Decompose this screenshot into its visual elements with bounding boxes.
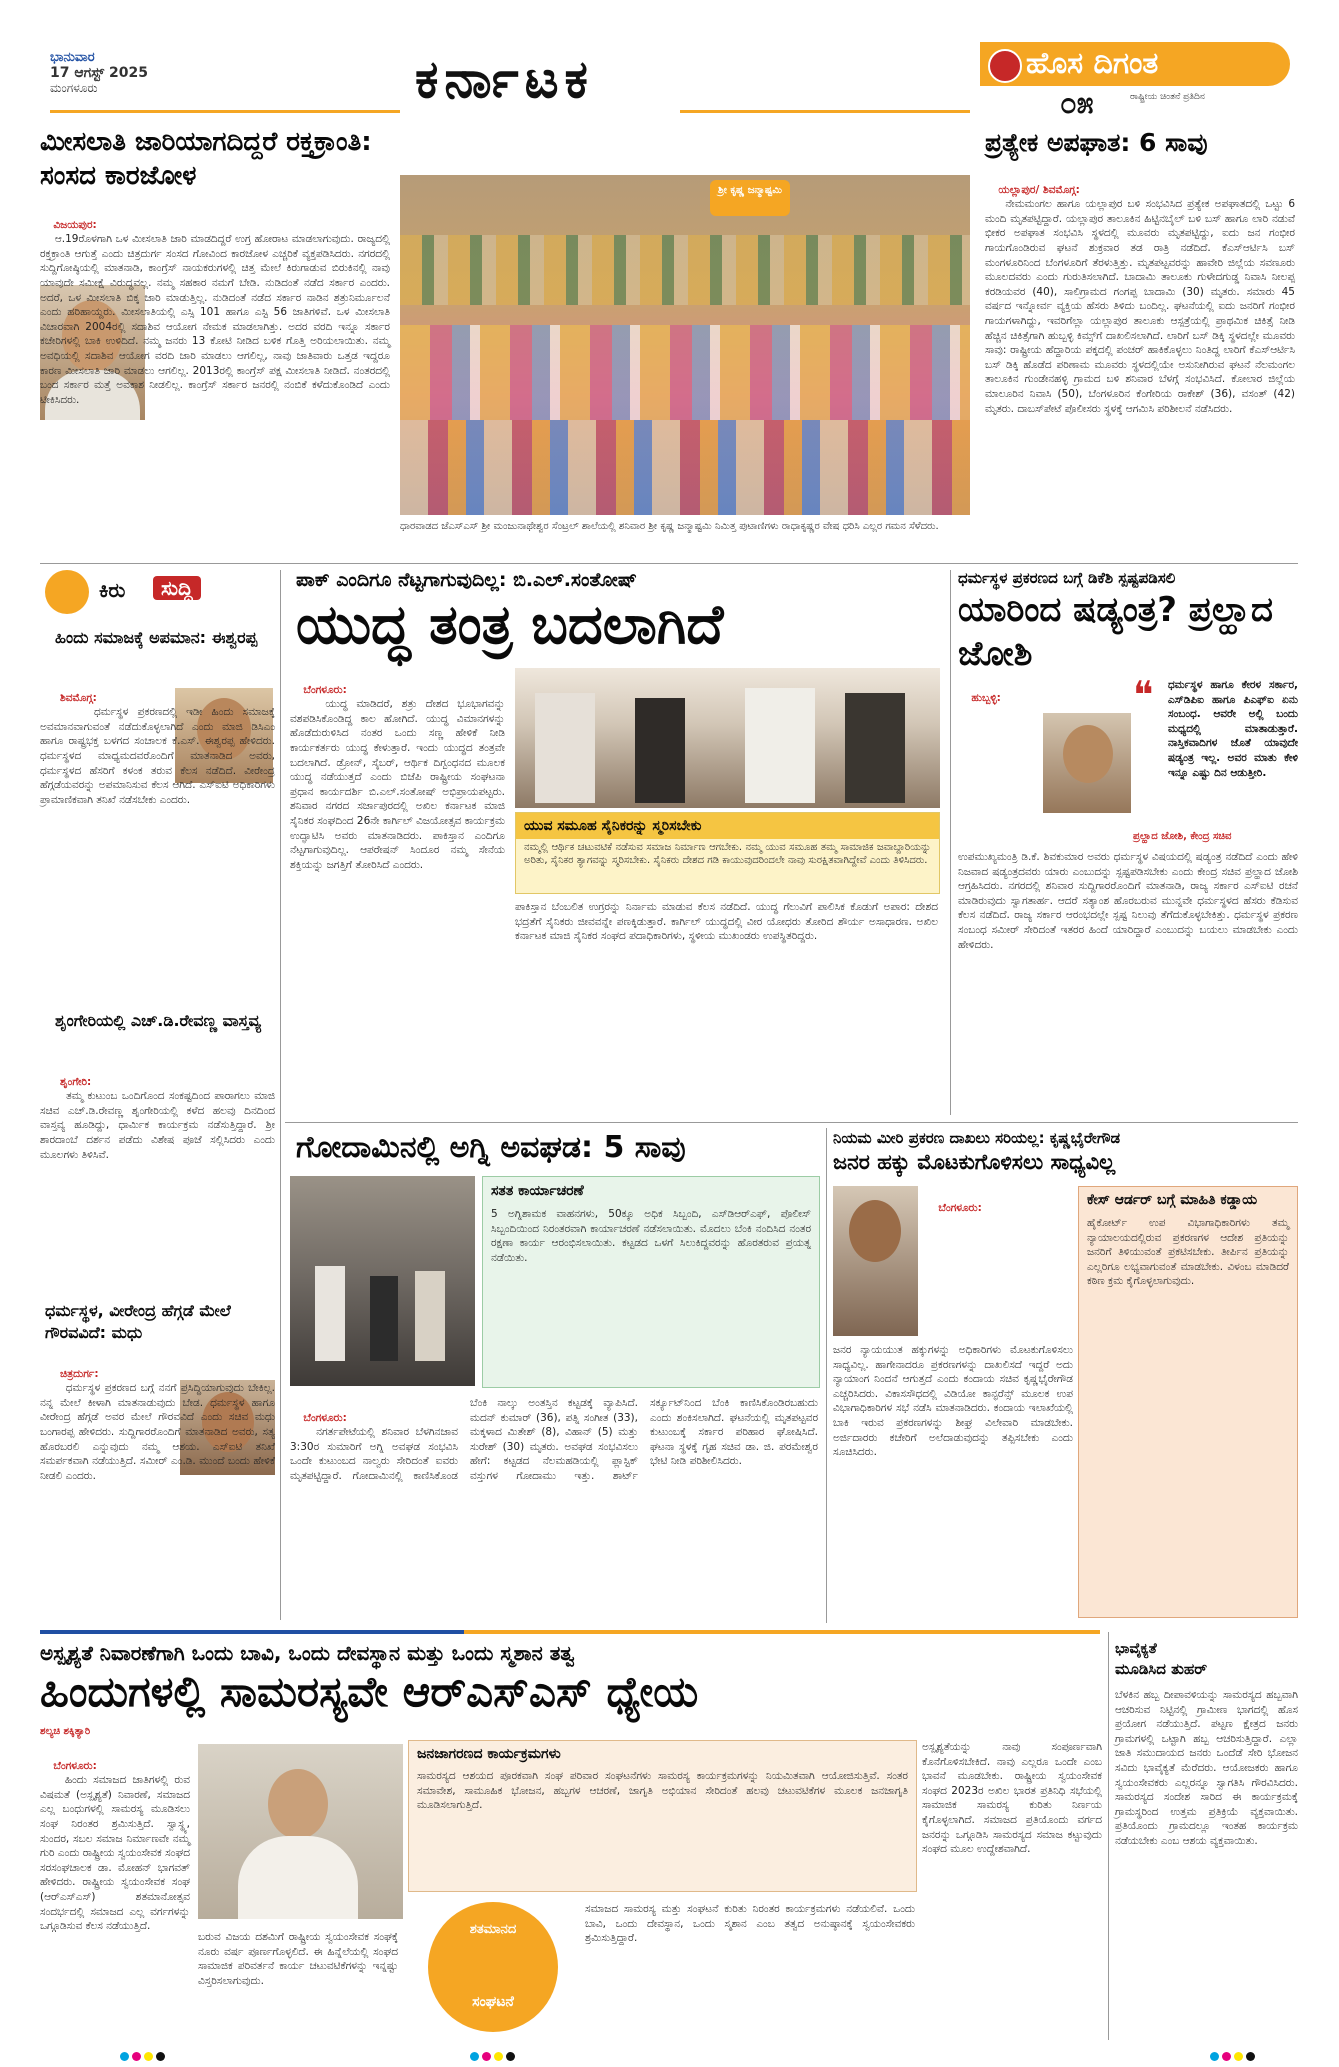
reg-dot <box>132 2052 141 2061</box>
reg-dot <box>482 2052 491 2061</box>
reg-dot <box>506 2052 515 2061</box>
divider-row-1 <box>40 563 1298 564</box>
article-headline: ಮೀಸಲಾತಿ ಜಾರಿಯಾಗದಿದ್ದರೆ ರಕ್ತಕ್ರಾಂತಿ: ಸಂಸದ ಕಾರಜೋಳ <box>40 127 372 191</box>
quote-icon: ❝ <box>1133 673 1154 717</box>
article-headline: ಮೂಡಿಸಿದ ತುಹರ್ <box>1115 1660 1208 1678</box>
portrait-joshi <box>1043 713 1131 813</box>
seal-top: ಶತಮಾನದ <box>469 1922 517 1937</box>
photo-caption: ಧಾರವಾಡದ ಜೆಎಸ್ಎಸ್ ಶ್ರೀ ಮಂಜುನಾಥೇಶ್ವರ ಸೆಂಟ್ರಲ್ ಶಾಲೆಯಲ್ಲಿ ಶನಿವಾರ ಶ್ರೀ ಕೃಷ್ಣ ಜನ್ಮಾಷ್ಟಮಿ ನಿಮಿತ್ತ ಪುಟಾಣಿಗಳು ರಾಧಾಕೃಷ್ಣರ ವೇಷ ಧರಿಸಿ ಎಲ್ಲರ ಗಮನ ಸೆಳೆದರು. <box>400 521 939 532</box>
article-body-3: ಸಮಾಜದ ಸಾಮರಸ್ಯ ಮತ್ತು ಸಂಘಟನೆ ಕುರಿತು ನಿರಂತರ ಕಾರ್ಯಕ್ರಮಗಳು ನಡೆಯಲಿವೆ. ಒಂದು ಬಾವಿ, ಒಂದು ದೇವಸ್ಥಾನ, ಒಂದು ಸ್ಮಶಾನ ಎಂಬ ತತ್ವದ ಅನುಷ್ಠಾನಕ್ಕೆ ಸ್ವಯಂಸೇವಕರು ಶ್ರಮಿಸುತ್ತಿದ್ದಾರೆ. <box>585 1903 919 1945</box>
divider-col-2 <box>950 570 951 1115</box>
reg-dot <box>1234 2052 1243 2061</box>
reg-dot <box>156 2052 165 2061</box>
article-fire <box>290 1128 820 1623</box>
article-body: ಬೆಳಕಿನ ಹಬ್ಬ ದೀಪಾವಳಿಯನ್ನು ಸಾಮರಸ್ಯದ ಹಬ್ಬವಾಗಿ ಆಚರಿಸುವ ನಿಟ್ಟಿನಲ್ಲಿ ಗ್ರಾಮೀಣ ಭಾಗದಲ್ಲಿ ಹೊಸ ಪ್ರಯೋಗ ನಡೆಯುತ್ತಿದೆ. ಪಟ್ಟಣ ಕ್ಷೇತ್ರದ ಜನರು ಗ್ರಾಮಗಳಲ್ಲಿ ಒಟ್ಟಾಗಿ ಹಬ್ಬ ಆಚರಿಸುತ್ತಿದ್ದಾರೆ. ಎಲ್ಲಾ ಜಾತಿ ಸಮುದಾಯದ ಜನರು ಒಂದೆಡೆ ಸೇರಿ ಭೋಜನ ಸವಿದು ಭಾವೈಕ್ಯತೆ ಮೆರೆದರು. ಆಯೋಜಕರು ಹಾಗೂ ಸ್ವಯಂಸೇವಕರು ಎಲ್ಲರನ್ನೂ ಸ್ವಾಗತಿಸಿ ಗೌರವಿಸಿದರು. ಸಾಮರಸ್ಯದ ಸಂದೇಶ ಸಾರಿದ ಈ ಕಾರ್ಯಕ್ರಮಕ್ಕೆ ಗ್ರಾಮಸ್ಥರಿಂದ ಉತ್ತಮ ಪ್ರತಿಕ್ರಿಯೆ ವ್ಯಕ್ತವಾಯಿತು. ಪ್ರತಿಯೊಂದು ಗ್ರಾಮದಲ್ಲೂ ಇಂತಹ ಕಾರ್ಯಕ್ರಮ ನಡೆಯಬೇಕು ಎಂಬ ಆಶಯ ವ್ಯಕ್ತವಾಯಿತು. <box>1115 1689 1302 1847</box>
dateline: ಹುಬ್ಬಳ್ಳಿ: <box>971 691 1001 704</box>
article-headline: ಯುದ್ಧ ತಂತ್ರ ಬದಲಾಗಿದೆ <box>296 593 724 656</box>
article-headline: ಪ್ರತ್ಯೇಕ ಅಪಘಾತ: 6 ಸಾವು <box>985 128 1208 157</box>
krishna-badge <box>710 180 790 216</box>
dateline: ಬೆಂಗಳೂರು: <box>303 1411 347 1424</box>
reg-dot <box>144 2052 153 2061</box>
reg-dot <box>1210 2052 1219 2061</box>
article-body-text: ಜನರ ನ್ಯಾಯಯುತ ಹಕ್ಕುಗಳನ್ನು ಅಧಿಕಾರಿಗಳು ಮೊಟಕುಗೊಳಿಸಲು ಸಾಧ್ಯವಿಲ್ಲ. ಹಾಗೇನಾದರೂ ಪ್ರಕರಣಗಳನ್ನು ದಾಖಲಿಸದೆ ಇದ್ದರೆ ಅದು ನ್ಯಾಯಾಂಗ ನಿಂದನೆ ಆಗುತ್ತದೆ ಎಂದು ಕಂದಾಯ ಸಚಿವ ಕೃಷ್ಣಭೈರೇಗೌಡ ಎಚ್ಚರಿಸಿದರು. ವಿಕಾಸಸೌಧದಲ್ಲಿ ವಿಡಿಯೋ ಕಾನ್ಫರೆನ್ಸ್ ಮೂಲಕ ಉಪ ವಿಭಾಗಾಧಿಕಾರಿಗಳ ಸಭೆ ನಡೆಸಿ ಮಾತನಾಡಿದರು. ಕಂದಾಯ ಇಲಾಖೆಯಲ್ಲಿ ಬಾಕಿ ಇರುವ ಪ್ರಕರಣಗಳನ್ನು ಶೀಘ್ರ ವಿಲೇವಾರಿ ಮಾಡಬೇಕು. ಅರ್ಜಿದಾರರು ಕಚೇರಿಗೆ ಅಲೆದಾಡುವುದನ್ನು ತಪ್ಪಿಸಬೇಕು ಎಂದು ಸೂಚಿಸಿದರು. <box>833 1344 1077 1459</box>
awareness-box-title: ಜನಜಾಗರಣದ ಕಾರ್ಯಕ್ರಮಗಳು <box>417 1746 561 1762</box>
registration-marks-left <box>120 2046 168 2065</box>
body-text: ಧರ್ಮಸ್ಥಳ ಪ್ರಕರಣದಲ್ಲಿ ಇಡೀ ಹಿಂದು ಸಮಾಜಕ್ಕೆ ಅವಮಾನವಾಗುವಂತೆ ನಡೆದುಕೊಳ್ಳಲಾಗಿದೆ ಎಂದು ಮಾಜಿ ಡಿಸಿಎಂ ಹಾಗೂ ರಾಷ್ಟ್ರಭಕ್ತ ಬಳಗದ ಸಂಚಾಲಕ ಕೆ.ಎಸ್. ಈಶ್ವರಪ್ಪ ಹೇಳಿದರು. ಧರ್ಮಸ್ಥಳದ ಮಾಧ್ಯಮದವರೊಂದಿಗೆ ಮಾತನಾಡಿದ ಅವರು, ಧರ್ಮಸ್ಥಳದ ಹೆಸರಿಗೆ ಕಳಂಕ ತರುವ ಕೆಲಸ ನಡೆದಿದೆ. ವೀರೇಂದ್ರ ಹೆಗ್ಗಡೆಯವರನ್ನು ಅಪಮಾನಿಸುವ ಕೆಲಸ ಆಗಿದೆ. ಎಸ್ಐಟಿ ಅಧಿಕಾರಿಗಳು ಪ್ರಾಮಾಣಿಕವಾಗಿ ತನಿಖೆ ನಡೆಸಬೇಕು ಎಂದರು. <box>40 706 279 806</box>
article-body-4: ಅಸ್ಪೃಶ್ಯತೆಯನ್ನು ನಾವು ಸಂಪೂರ್ಣವಾಗಿ ಕೊನೆಗೊಳಿಸಬೇಕಿದೆ. ನಾವು ಎಲ್ಲರೂ ಒಂದೇ ಎಂಬ ಭಾವನೆ ಮೂಡಬೇಕು. ರಾಷ್ಟ್ರೀಯ ಸ್ವಯಂಸೇವಕ ಸಂಘದ 2023ರ ಅಖಿಲ ಭಾರತ ಪ್ರತಿನಿಧಿ ಸಭೆಯಲ್ಲಿ ಸಾಮಾಜಿಕ ಸಾಮರಸ್ಯ ಕುರಿತು ನಿರ್ಣಯ ಕೈಗೊಳ್ಳಲಾಗಿದೆ. ಸಮಾಜದ ಪ್ರತಿಯೊಂದು ವರ್ಗದ ಜನರನ್ನು ಒಗ್ಗೂಡಿಸಿ ಸಾಮರಸ್ಯದ ಸಮಾಜ ಕಟ್ಟುವುದು ಸಂಘದ ಮೂಲ ಉದ್ದೇಶವಾಗಿದೆ. <box>922 1741 1106 1856</box>
fire-box-title: ಸತತ ಕಾರ್ಯಾಚರಣೆ <box>491 1183 584 1199</box>
article-kicker: ಭಾವೈಕ್ಯತೆ <box>1115 1641 1157 1657</box>
centenary-seal <box>408 1902 578 2040</box>
portrait-byregowda <box>833 1186 918 1336</box>
fire-box <box>482 1176 820 1388</box>
byline: ಶಲ್ಯಚಿ ಶಕ್ಕಿತ್ಯಾರಿ <box>40 1726 91 1737</box>
divider-row-3 <box>40 1630 1100 1634</box>
article-body <box>290 668 509 1118</box>
article-body <box>925 1186 1073 1336</box>
divider-col-1 <box>280 570 281 1620</box>
dateline: ವಿಜಯಪುರ: <box>53 218 97 231</box>
divider-col-3 <box>826 1128 827 1623</box>
kiru-item <box>40 628 279 998</box>
body-text: ಆ.19ರೊಳಗಾಗಿ ಒಳ ಮೀಸಲಾತಿ ಜಾರಿ ಮಾಡದಿದ್ದರೆ ಉಗ್ರ ಹೋರಾಟ ಮಾಡಲಾಗುವುದು. ರಾಜ್ಯದಲ್ಲಿ ರಕ್ತಕ್ರಾಂತಿ ಆಗುತ್ತೆ ಎಂದು ಚಿತ್ರದುರ್ಗ ಸಂಸದ ಗೋವಿಂದ ಕಾರಜೋಳ ಎಚ್ಚರಿಕೆ ವ್ಯಕ್ತಪಡಿಸಿದರು. ನಗರದಲ್ಲಿ ಸುದ್ದಿಗೋಷ್ಠಿಯಲ್ಲಿ ಮಾತನಾಡಿ, ಕಾಂಗ್ರೆಸ್ ನಾಯಕರುಗಳಲ್ಲಿ ಚಿತ್ತ ಮೇಲೆ ಕಿರುಗಾಡುವ ಬಿರುಕಿನಲ್ಲಿ ನಾವು ಯಾವುದೇ ಸಮೀಕ್ಷೆ ವಿರುದ್ಧವಲ್ಲ. ನಮ್ಮ ಸಹಕಾರ ನಮಗೆ ಬೇಡಿ. ನುಡಿದಂತೆ ನಡೆದ ಸರ್ಕಾರ ಎಂದರು. ಅದರೆ, ಒಳ ಮೀಸಲಾತಿ ಬಿಕ್ಕ ಜಾರಿ ಮಾಡುತ್ತಿಲ್ಲ. ನುಡಿದಂತೆ ನಡೆದ ಸರ್ಕಾರ ನಾಡಿನ ಶತ್ರುನಿರ್ಮೂಲನೆ ಎಂದು ಹರಿಹಾಯ್ದರು. ಮೀಸಲಾತಿಯಲ್ಲಿ ಎಸ್ಸಿ 101 ಹಾಗೂ ಎಸ್ಟಿ 56 ಜಾತಿಗಳಿವೆ. ಒಳ ಮೀಸಲಾತಿ ವಿಚಾರವಾಗಿ 2004ರಲ್ಲಿ ಸದಾಶಿವ ಆಯೋಗ ನೇಮಕ ಮಾಡಲಾಗಿತ್ತು. ಅದರ ವರದಿ ಇನ್ನೂ ಸರ್ಕಾರ ಕಚೇರಿಗಳಲ್ಲಿ ಬಾಕಿ ಉಳಿದಿದೆ. ನಮ್ಮ ಜನರು 13 ಕೋಟಿ ನೀಡಿದ ಬಳಿಕ ಗೊತ್ತಿ ಅರಿಯಲಾಯಿತು. ನಮ್ಮ ಅವಧಿಯಲ್ಲಿ ಸದಾಶಿವ ಆಯೋಗ ವರದಿ ಜಾರಿ ಮಾಡಲು ಆಗಲಿಲ್ಲ, ನಾವು ಜಾತಿವಾರು ಒತ್ತಡ ಇದ್ದರೂ ಕಾರಣ ಮೀಸಲಾತಿ ಜಾರಿ ಮಾಡಲು ಆಗಲಿಲ್ಲ. 2013ರಲ್ಲಿ ಕಾಂಗ್ರೆಸ್ ಪಕ್ಷ ಮೀಸಲಾತಿ ನೀಡಿದೆ. ನಂತರದಲ್ಲಿ ಬಂದ ಸರ್ಕಾರ ಮತ್ತೆ ಅವಕಾಶ ನೀಡಲಿಲ್ಲ. ಕಾಂಗ್ರೆಸ್ ಸರ್ಕಾರ ಜನರಲ್ಲಿ ನಂಬಿಕೆ ಕಳೆದುಕೊಂಡಿದೆ ಎಂದು ಟೀಕಿಸಿದರು. <box>40 233 394 406</box>
youth-box <box>515 812 940 894</box>
dateline: ಬೆಂಗಳೂರು: <box>938 1201 982 1214</box>
kiru-suddi-logo <box>45 570 245 614</box>
city-label: ಮಂಗಳೂರು <box>50 81 98 95</box>
article-body <box>40 203 394 553</box>
case-order-box-body: ಹೈಕೋರ್ಟ್ ಉಪ ವಿಭಾಗಾಧಿಕಾರಿಗಳು ತಮ್ಮ ನ್ಯಾಯಾಲಯದಲ್ಲಿರುವ ಪ್ರಕರಣಗಳ ಆದೇಶ ಪ್ರತಿಯನ್ನು ಜನರಿಗೆ ತಿಳಿಯುವಂತೆ ಪ್ರಕಟಿಸಬೇಕು. ತೀರ್ಪಿನ ಪ್ರತಿಯನ್ನು ಎಲ್ಲರಿಗೂ ಲಭ್ಯವಾಗುವಂತೆ ಮಾಡಬೇಕು. ವಿಳಂಬ ಮಾಡಿದರೆ ಕಠಿಣ ಕ್ರಮ ಕೈಗೊಳ್ಳಲಾಗುವುದು. <box>1087 1217 1293 1288</box>
pull-quote: ಧರ್ಮಸ್ಥಳ ಹಾಗೂ ಕೇರಳ ಸರ್ಕಾರ, ಎಸ್‌ಡಿಪಿಐ ಹಾಗೂ ಪಿಎಫ್‌ಐ ಏನು ಸಂಬಂಧ. ಆವರೇ ಅಲ್ಲಿ ಬಂದು ಮಧ್ಯದಲ್ಲಿ ಮಾತಾಡುತ್ತಾರೆ. ನಾಸ್ತಿಕವಾದಿಗಳ ಜೊತೆ ಯಾವುದೇ ಷಡ್ಯಂತ್ರ ಇಲ್ಲ. ಅವರ ಮಾತು ಕೇಳಿ ಇನ್ನೂ ಎಷ್ಟು ದಿನ ಆಡುತ್ತೀರಿ. <box>1168 679 1302 779</box>
article-headline: ಜನರ ಹಕ್ಕು ಮೊಟಕುಗೊಳಿಸಲು ಸಾಧ್ಯವಿಲ್ಲ <box>833 1150 1116 1174</box>
case-order-box <box>1078 1186 1298 1618</box>
article-body <box>985 168 1299 558</box>
reg-dot <box>1246 2052 1255 2061</box>
kiru-item-title: ಶೃಂಗೇರಿಯಲ್ಲಿ ಎಚ್.ಡಿ.ರೇವಣ್ಣ ವಾಸ್ತವ್ಯ <box>55 1011 261 1030</box>
divider-col-4 <box>1108 1632 1109 2040</box>
article-body-text: ಉಪಮುಖ್ಯಮಂತ್ರಿ ಡಿ.ಕೆ. ಶಿವಕುಮಾರ ಅವರು ಧರ್ಮಸ್ಥಳ ವಿಷಯದಲ್ಲಿ ಷಡ್ಯಂತ್ರ ನಡೆದಿದೆ ಎಂದು ಹೇಳಿ ನಿಜವಾದ ಷಡ್ಯಂತ್ರದವರು ಯಾರು ಎಂಬುದನ್ನು ಸ್ಪಷ್ಟಪಡಿಸಬೇಕು ಎಂದು ಕೇಂದ್ರ ಸಚಿವ ಪ್ರಲ್ಹಾದ ಜೋಶಿ ಆಗ್ರಹಿಸಿದರು. ನಗರದಲ್ಲಿ ಶನಿವಾರ ಸುದ್ದಿಗಾರರೊಂದಿಗೆ ಮಾತನಾಡಿ, ರಾಜ್ಯ ಸರ್ಕಾರ ಎಸ್ಐಟಿ ರಚನೆ ಮಾಡಿರುವುದು ಸ್ವಾಗತಾರ್ಹ. ಆದರೆ ಸತ್ಯಾಂಶ ಹೊರಬರುವ ಮುನ್ನವೇ ಧರ್ಮಸ್ಥಳದ ಹೆಸರು ಕೆಡಿಸುವ ಕೆಲಸ ನಡೆದಿದೆ. ರಾಜ್ಯ ಸರ್ಕಾರ ಆರಂಭದಲ್ಲೇ ಸ್ಪಷ್ಟ ನಿಲುವು ತೆಗೆದುಕೊಳ್ಳಬೇಕಿತ್ತು. ಧರ್ಮಸ್ಥಳ ಪ್ರಕರಣ ಸಂಬಂಧ ಸಮೀರ್ ಸೇರಿದಂತೆ ಇತರರ ಹಿಂದೆ ಯಾರಿದ್ದಾರೆ ಎಂಬುದನ್ನು ಬಯಲು ಮಾಡಬೇಕು ಎಂದು ಹೇಳಿದರು. <box>958 851 1302 951</box>
article-body-2: ಬರುವ ವಿಜಯ ದಶಮಿಗೆ ರಾಷ್ಟ್ರೀಯ ಸ್ವಯಂಸೇವಕ ಸಂಘಕ್ಕೆ ನೂರು ವರ್ಷ ಪೂರ್ಣಗೊಳ್ಳಲಿದೆ. ಈ ಹಿನ್ನೆಲೆಯಲ್ಲಿ ಸಂಘದ ಸಾಮಾಜಿಕ ಪರಿವರ್ತನೆ ಕಾರ್ಯ ಚಟುವಟಿಕೆಗಳನ್ನು ಇನ್ನಷ್ಟು ವಿಸ್ತರಿಸಲಾಗುವುದು. <box>198 1931 402 1987</box>
kiru-item-title: ಧರ್ಮಸ್ಥಳ, ವೀರೇಂದ್ರ ಹೆಗ್ಗಡೆ ಮೇಲೆ ಗೌರವವಿದೆ: ಮಧು <box>45 1301 231 1342</box>
dateline: ಯಲ್ಲಾಪುರ/ ಶಿವಮೊಗ್ಗ: <box>998 183 1080 196</box>
article-rss <box>40 1640 1105 2040</box>
body-text: ಧರ್ಮಸ್ಥಳ ಪ್ರಕರಣದ ಬಗ್ಗೆ ನನಗೆ ಪ್ರಸಿದ್ಧಿಯಾಗುವುದು ಬೇಕಿಲ್ಲ. ನನ್ನ ಮೇಲೆ ಕೀಳಾಗಿ ಮಾತನಾಡುವುದು ಬೇಡ. ಧರ್ಮಸ್ಥಳ ಹಾಗೂ ವೀರೇಂದ್ರ ಹೆಗ್ಗಡೆ ಅವರ ಮೇಲೆ ಗೌರವವಿದೆ ಎಂದು ಸಚಿವ ಮಧು ಬಂಗಾರಪ್ಪ ಹೇಳಿದರು. ಸುದ್ದಿಗಾರರೊಂದಿಗೆ ಮಾತನಾಡಿದ ಅವರು, ಸತ್ಯ ಹೊರಬರಲಿ ಎನ್ನುವುದು ನಮ್ಮ ಆಶಯ. ಎಸ್ಐಟಿ ತನಿಖೆ ಸಮರ್ಪಕವಾಗಿ ನಡೆಯುತ್ತಿದೆ. ಸಮೀರ್ ಎಂ.ಡಿ. ಮುಂದೆ ಬಂದು ಹೇಳಿಕೆ ನೀಡಲಿ ಎಂದರು. <box>40 1382 279 1482</box>
article-body <box>40 1744 194 2040</box>
bhagwat-photo <box>198 1744 403 1919</box>
seal-bottom: ಸಂಘಟನೆ <box>472 1994 514 2010</box>
youth-box-title: ಯುವ ಸಮೂಹ ಸೈನಿಕರನ್ನು ಸ್ಮರಿಸಬೇಕು <box>516 813 939 839</box>
awareness-box-body: ಸಾಮರಸ್ಯದ ಆಶಯದ ಪೂರಕವಾಗಿ ಸಂಘ ಪರಿವಾರ ಸಂಘಟನೆಗಳು ಸಾಮರಸ್ಯ ಕಾರ್ಯಕ್ರಮಗಳನ್ನು ನಿಯಮಿತವಾಗಿ ಆಯೋಜಿಸುತ್ತಿವೆ. ಸಂತರ ಸಮಾವೇಶ, ಸಾಮೂಹಿಕ ಭೋಜನ, ಹಬ್ಬಗಳ ಆಚರಣೆ, ಜಾಗೃತಿ ಅಭಿಯಾನ ಸೇರಿದಂತೆ ಹಲವು ಚಟುವಟಿಕೆಗಳ ಮೂಲಕ ಜನಜಾಗೃತಿ ಮೂಡಿಸಲಾಗುತ್ತಿದೆ. <box>417 1770 912 1812</box>
masthead <box>0 0 1339 125</box>
dateline: ಬೆಂಗಳೂರು: <box>303 683 347 696</box>
article-yuddha <box>290 568 940 1118</box>
kiru-item-body <box>40 1060 279 1290</box>
body-text: ತಮ್ಮ ಕುಟುಂಬ ಒಂದಿಗೊಂದ ಸಂಕಷ್ಟದಿಂದ ಪಾರಾಗಲು ಮಾಜಿ ಸಚಿವ ಎಚ್.ಡಿ.ರೇವಣ್ಣ ಶೃಂಗೇರಿಯಲ್ಲಿ ಕಳೆದ ಹಲವು ದಿನದಿಂದ ವಾಸ್ತವ್ಯ ಹೂಡಿದ್ದು, ಧಾರ್ಮಿಕ ಕಾರ್ಯಕ್ರಮ ನಡೆಸುತ್ತಿದ್ದಾರೆ. ಶ್ರೀ ಶಾರದಾಂಬೆ ದರ್ಶನ ಪಡೆದು ವಿಶೇಷ ಪೂಜೆ ಸಲ್ಲಿಸಿದರು ಎಂದು ಮೂಲಗಳು ತಿಳಿಸಿವೆ. <box>40 1090 279 1161</box>
divider-row-2 <box>285 1122 1298 1123</box>
kiru-label: ಕಿರು <box>99 578 126 602</box>
kiru-item-title: ಹಿಂದು ಸಮಾಜಕ್ಕೆ ಅಪಮಾನ: ಈಶ್ವರಪ್ಪ <box>55 628 258 647</box>
krishna-photo <box>400 175 970 515</box>
page-number: ೦೫ <box>1060 86 1094 121</box>
article-headline: ಗೋದಾಮಿನಲ್ಲಿ ಅಗ್ನಿ ಅವಘಡ: 5 ಸಾವು <box>296 1130 686 1165</box>
article-kicker: ಧರ್ಮಸ್ಥಳ ಪ್ರಕರಣದ ಬಗ್ಗೆ ಡಿಕೆಶಿ ಸ್ಪಷ್ಟಪಡಿಸಲಿ <box>958 569 1176 587</box>
krishna-badge-text: ಶ್ರೀ ಕೃಷ್ಣ ಜನ್ಮಾಷ್ಟಮಿ <box>718 185 782 196</box>
article-accident <box>985 128 1299 558</box>
article-body <box>958 676 1038 846</box>
body-text: ನೇಮಮಂಗಲ ಹಾಗೂ ಯಲ್ಲಾಪುರ ಬಳಿ ಸಂಭವಿಸಿದ ಪ್ರತ್ಯೇಕ ಅಪಘಾತದಲ್ಲಿ ಒಟ್ಟು 6 ಮಂದಿ ಮೃತಪಟ್ಟಿದ್ದಾರೆ. ಯಲ್ಲಾಪುರ ತಾಲೂಕಿನ ಹಿಟ್ಟಿನಬೈಲ್ ಬಳಿ ಬಸ್ ಹಾಗೂ ಲಾರಿ ನಡುವೆ ಭೀಕರ ಅಪಘಾತ ಸಂಭವಿಸಿ ಸ್ಥಳದಲ್ಲಿ ಮೂವರು ಮೃತಪಟ್ಟಿದ್ದು, ಐದು ಜನ ಗಂಭೀರ ಗಾಯಗೊಂಡಿರುವ ಘಟನೆ ಶುಕ್ರವಾರ ತಡ ರಾತ್ರಿ ನಡೆದಿದೆ. ಕೆಎಸ್ಆರ್ಟಿಸಿ ಬಸ್ ಮಂಗಳೂರಿನಿಂದ ಬೆಂಗಳೂರಿಗೆ ತೆರಳುತ್ತಿತ್ತು. ಮೃತಪಟ್ಟವರನ್ನು ಹಾವೇರಿ ಜಿಲ್ಲೆಯ ಸವಣೂರು ಮೂಲದವರು ಎಂದು ಗುರುತಿಸಲಾಗಿದೆ. ಬಾದಾಮಿ ತಾಲೂಕು ಗುಳೇದಗುಡ್ಡ ನಿವಾಸಿ ನೀಲಪ್ಪ ಕರಡಿಯವರ (40), ಸಾಲಿಗ್ರಾಮದ ಗಂಗಪ್ಪ ಬಾದಾಮಿ (30) ಮೃತರು. ಸಮಾರು 45 ವರ್ಷದ ಇನ್ನೋರ್ವ ವ್ಯಕ್ತಿಯ ಹೆಸರು ತಿಳಿದು ಬಂದಿಲ್ಲ. ಘಟನೆಯಲ್ಲಿ ಐದು ಜನರಿಗೆ ಗಂಭೀರ ಗಾಯಗಳಾಗಿದ್ದು, ಇವರಿಗೆಲ್ಲಾ ಯಲ್ಲಾಪುರ ತಾಲೂಕು ಆಸ್ಪತ್ರೆಯಲ್ಲಿ ಪ್ರಾಥಮಿಕ ಚಿಕಿತ್ಸೆ ನೀಡಿ ಹೆಚ್ಚಿನ ಚಿಕಿತ್ಸೆಗಾಗಿ ಹುಬ್ಬಳ್ಳಿ ಕಿಮ್ಸ್‌ಗೆ ದಾಖಲಿಸಲಾಗಿದೆ. ಲಾರಿಗೆ ಬಸ್ ಡಿಕ್ಕಿ ಸ್ಥಳದಲ್ಲೇ ಮೂವರು ಸಾವು: ರಾಷ್ಟ್ರೀಯ ಹೆದ್ದಾರಿಯ ಪಕ್ಕದಲ್ಲಿ ಪಂಚರ್ ಹಾಕಿಕೊಳ್ಳಲು ನಿಂತಿದ್ದ ಲಾರಿಗೆ ಕೆಎಸ್ಆರ್ಟಿಸಿ ಬಸ್ ಡಿಕ್ಕಿ ಹೊಡೆದ ಪರಿಣಾಮ ಮೂವರು ಸ್ಥಳದಲ್ಲಿಯೇ ಅಸುನೀಗಿರುವ ಘಟನೆ ನೆಲಮಂಗಲ ತಾಲೂಕಿನ ಗುಂಡೇನಹಳ್ಳಿ ಗ್ರಾಮದ ಬಳಿ ಶನಿವಾರ ಬೆಳಗ್ಗೆ ಸಂಭವಿಸಿದೆ. ಕೋಲಾರ ಜಿಲ್ಲೆಯ ಮಾಲೂರಿನ ನಿವಾಸಿ (50), ಬೆಂಗಳೂರಿನ ಕೆಂಗೇರಿಯ ರಾಕೇಶ್ (36), ವಸಂತ್ (42) ಮೃತರು. ದಾಬಸ್‌ಪೇಟೆ ಪೊಲೀಸರು ಸ್ಥಳಕ್ಕೆ ಆಗಮಿಸಿ ಪರಿಶೀಲನೆ ನಡೆಸಿದರು. <box>985 198 1299 415</box>
registration-marks-center <box>470 2046 518 2065</box>
article-body-cont: ಪಾಕಿಸ್ತಾನ ಬೆಂಬಲಿತ ಉಗ್ರರನ್ನು ನಿರ್ನಾಮ ಮಾಡುವ ಕೆಲಸ ನಡೆದಿದೆ. ಯುದ್ಧ ಗೆಲುವಿಗೆ ಪಾಲಿಸಿಕ ಕೊಡುಗೆ ಅಪಾರ: ದೇಶದ ಭದ್ರತೆಗೆ ಸೈನಿಕರು ಜೀವವನ್ನೇ ಪಣಕ್ಕಿಡುತ್ತಾರೆ. ಕಾರ್ಗಿಲ್ ಯುದ್ಧದಲ್ಲಿ ವೀರ ಯೋಧರು ತೋರಿದ ಶೌರ್ಯ ಅಸಾಧಾರಣ. ಅಖಿಲ ಕರ್ನಾಟಕ ಮಾಜಿ ಸೈನಿಕರ ಸಂಘದ ಪದಾಧಿಕಾರಿಗಳು, ಸ್ಥಳೀಯ ಮುಖಂಡರು ಉಪಸ್ಥಿತರಿದ್ದರು. <box>515 901 942 943</box>
brand-logo-icon <box>988 49 1022 83</box>
youth-box-body: ನಮ್ಮಲ್ಲಿ ಆರ್ಥಿಕ ಚಟುವಟಿಕೆ ನಡೆಸುವ ಸಮಾಜ ನಿರ್ಮಾಣ ಆಗಬೇಕು. ನಮ್ಮ ಯುವ ಸಮೂಹ ತಮ್ಮ ಸಾಮಾಜಿಕ ಜವಾಬ್ದಾರಿಯನ್ನು ಅರಿತು, ಸೈನಿಕರ ತ್ಯಾಗವನ್ನು ಸ್ಮರಿಸಬೇಕು. ಸೈನಿಕರು ದೇಶದ ಗಡಿ ಕಾಯುವುದರಿಂದಲೇ ನಾವು ಸುರಕ್ಷಿತವಾಗಿದ್ದೇವೆ ಎಂದು ತಿಳಿಸಿದರು. <box>524 842 935 866</box>
reg-dot <box>470 2052 479 2061</box>
quote-attribution: ಪ್ರಲ್ಹಾದ ಜೋಶಿ, ಕೇಂದ್ರ ಸಚಿವ <box>1133 831 1232 842</box>
dateline: ಶಿವಮೊಗ್ಗ: <box>60 691 97 704</box>
day-label: ಭಾನುವಾರ <box>50 50 95 65</box>
kiru-item <box>40 1300 279 1630</box>
brand-name: ಹೊಸ ದಿಗಂತ <box>1026 46 1159 81</box>
case-order-box-title: ಕೇಸ್ ಆರ್ಡರ್ ಬಗ್ಗೆ ಮಾಹಿತಿ ಕಡ್ಡಾಯ <box>1087 1192 1258 1208</box>
brand-tagline: ರಾಷ್ಟ್ರೀಯ ಚಿಂತನೆ ಪ್ರತಿದಿನ <box>1130 92 1205 102</box>
reg-dot <box>1222 2052 1231 2061</box>
fire-box-body: 5 ಅಗ್ನಿಶಾಮಕ ವಾಹನಗಳು, 50ಕ್ಕೂ ಅಧಿಕ ಸಿಬ್ಬಂದಿ, ಎಸ್‌ಡಿಆರ್‌ಎಫ್, ಪೊಲೀಸ್ ಸಿಬ್ಬಂದಿಯಿಂದ ನಿರಂತರವಾಗಿ ಕಾರ್ಯಾಚರಣೆ ನಡೆಸಲಾಯಿತು. ಮೊದಲು ಬೆಂಕಿ ನಂದಿಸಿದ ನಂತರ ರಕ್ಷಣಾ ಕಾರ್ಯ ಆರಂಭಿಸಲಾಯಿತು. ಕಟ್ಟಡದ ಒಳಗೆ ಸಿಲುಕಿದ್ದವರನ್ನು ಹೊರತರುವ ಪ್ರಯತ್ನ ನಡೆಯಿತು. <box>491 1208 815 1264</box>
article-joshi <box>958 568 1302 1118</box>
article-headline: ಹಿಂದುಗಳಲ್ಲಿ ಸಾಮರಸ್ಯವೇ ಆರ್‌ಎಸ್‌ಎಸ್ ಧ್ಯೇಯ <box>40 1667 699 1716</box>
article-meesalati <box>40 125 394 555</box>
date-block <box>50 50 180 96</box>
date-label: 17 ಆಗಸ್ಟ್ 2025 <box>50 65 148 81</box>
awareness-box <box>408 1740 917 1892</box>
article-headline: ಯಾರಿಂದ ಷಡ್ಯಂತ್ರ? ಪ್ರಲ್ಹಾದ ಜೋಶಿ <box>958 590 1273 674</box>
hand-icon <box>45 570 89 614</box>
dateline: ಚಿತ್ರದುರ್ಗ: <box>60 1367 99 1380</box>
registration-marks-right <box>1210 2046 1258 2065</box>
kiru-item-body <box>40 676 279 996</box>
krishna-photo-block <box>400 175 970 560</box>
dateline: ಶೃಂಗೇರಿ: <box>60 1075 92 1088</box>
reg-dot <box>120 2052 129 2061</box>
event-photo <box>515 668 940 808</box>
kiru-item <box>40 1010 279 1290</box>
article-body <box>290 1396 822 1621</box>
body-text: ಯುದ್ಧ ಮಾಡಿದರೆ, ಶತ್ರು ದೇಶದ ಭೂಭಾಗವನ್ನು ವಶಪಡಿಸಿಕೊಂಡಿದ್ದ ಕಾಲ ಹೋಗಿದೆ. ಯುದ್ಧ ವಿಮಾನಗಳನ್ನು ಹೊಡೆದುರುಳಿಸಿದ ನಂತರ ಒಂದು ಸಣ್ಣ ಹೇಳಿಕೆ ನೀಡಿ ಕಾರ್ಯಕರ್ತರು ಯುದ್ಧ ಕೇಳುತ್ತಾರೆ. ಇಂದು ಯುದ್ಧದ ತಂತ್ರವೇ ಬದಲಾಗಿದೆ. ಡ್ರೋನ್, ಸೈಬರ್, ಆರ್ಥಿಕ ದಿಗ್ಬಂಧನದ ಮೂಲಕ ಯುದ್ಧ ನಡೆಯುತ್ತದೆ ಎಂದು ಬಿಜೆಪಿ ರಾಷ್ಟ್ರೀಯ ಸಂಘಟನಾ ಪ್ರಧಾನ ಕಾರ್ಯದರ್ಶಿ ಬಿ.ಎಲ್.ಸಂತೋಷ್ ಅಭಿಪ್ರಾಯಪಟ್ಟರು. ಶನಿವಾರ ನಗರದ ಸರ್ಜಾಪುರದಲ್ಲಿ ಅಖಿಲ ಕರ್ನಾಟಕ ಮಾಜಿ ಸೈನಿಕರ ಸಂಘದಿಂದ 26ನೇ ಕಾರ್ಗಿಲ್ ವಿಜಯೋತ್ಸವ ಕಾರ್ಯಕ್ರಮ ಉದ್ಘಾಟಿಸಿ ಅವರು ಮಾತನಾಡಿದರು. ಪಾಕಿಸ್ತಾನ ಎಂದಿಗೂ ನೆಟ್ಟಗಾಗುವುದಿಲ್ಲ. ಆಪರೇಷನ್ ಸಿಂದೂರ ನಮ್ಮ ಸೇನೆಯ ಶಕ್ತಿಯನ್ನು ಜಗತ್ತಿಗೆ ತೋರಿಸಿದೆ ಎಂದರು. <box>290 698 509 871</box>
fire-photo <box>290 1176 475 1386</box>
article-kicker: ಪಾಕ್ ಎಂದಿಗೂ ನೆಟ್ಟಗಾಗುವುದಿಲ್ಲ: ಬಿ.ಎಲ್.ಸಂತೋಷ್ <box>296 569 637 591</box>
brand-block <box>980 42 1290 122</box>
article-kicker: ನಿಯಮ ಮೀರಿ ಪ್ರಕರಣ ದಾಖಲು ಸರಿಯಲ್ಲ: ಕೃಷ್ಣಭೈರೇಗೌಡ <box>833 1129 1121 1147</box>
article-kicker: ಅಸ್ಪೃಶ್ಯತೆ ನಿವಾರಣೆಗಾಗಿ ಒಂದು ಬಾವಿ, ಒಂದು ದೇವಸ್ಥಾನ ಮತ್ತು ಒಂದು ಸ್ಮಶಾನ ತತ್ವ <box>40 1641 575 1665</box>
masthead-rule-mid <box>680 110 970 113</box>
reg-dot <box>494 2052 503 2061</box>
article-bhavaikyate <box>1115 1640 1302 2040</box>
dateline: ಬೆಂಗಳೂರು: <box>53 1759 97 1772</box>
suddi-label: ಸುದ್ದಿ <box>153 576 201 600</box>
body-text: ನಗರ್ತಪೇಟೆಯಲ್ಲಿ ಶನಿವಾರ ಬೆಳಗಿನಜಾವ 3:30ರ ಸುಮಾರಿಗೆ ಅಗ್ನಿ ಅವಘಡ ಸಂಭವಿಸಿ ಒಂದೇ ಕುಟುಂಬದ ನಾಲ್ವರು ಸೇರಿದಂತೆ ಐವರು ಮೃತಪಟ್ಟಿದ್ದಾರೆ. ಗೋದಾಮಿನಲ್ಲಿ ಕಾಣಿಸಿಕೊಂಡ ಬೆಂಕಿ ನಾಲ್ಕು ಅಂತಸ್ತಿನ ಕಟ್ಟಡಕ್ಕೆ ವ್ಯಾಪಿಸಿದೆ. ಮದನ್ ಕುಮಾರ್ (36), ಪತ್ನಿ ಸಂಗೀತ (33), ಮಕ್ಕಳಾದ ಮಿತೇಶ್ (8), ವಿಹಾನ್ (5) ಮತ್ತು ಸುರೇಶ್ (30) ಮೃತರು. ಅವಘಡ ಸಂಭವಿಸಲು ಹೇಗೆ: ಕಟ್ಟಡದ ನೆಲಮಹಡಿಯಲ್ಲಿ ಪ್ಲಾಸ್ಟಿಕ್ ವಸ್ತುಗಳ ಗೋದಾಮು ಇತ್ತು. ಶಾರ್ಟ್ ಸರ್ಕ್ಯೂಟ್‌ನಿಂದ ಬೆಂಕಿ ಕಾಣಿಸಿಕೊಂಡಿರಬಹುದು ಎಂದು ಶಂಕಿಸಲಾಗಿದೆ. ಘಟನೆಯಲ್ಲಿ ಮೃತಪಟ್ಟವರ ಕುಟುಂಬಕ್ಕೆ ಸರ್ಕಾರ ಪರಿಹಾರ ಘೋಷಿಸಿದೆ. ಘಟನಾ ಸ್ಥಳಕ್ಕೆ ಗೃಹ ಸಚಿವ ಡಾ. ಜಿ. ಪರಮೇಶ್ವರ ಭೇಟಿ ನೀಡಿ ಪರಿಶೀಲಿಸಿದರು. <box>290 1397 822 1482</box>
kiru-item-body <box>40 1352 279 1630</box>
article-byregowda <box>833 1128 1298 1623</box>
section-title: ಕರ್ನಾಟಕ <box>415 50 594 110</box>
kiru-suddi-column <box>40 570 279 1630</box>
body-text: ಹಿಂದು ಸಮಾಜದ ಜಾತಿಗಳಲ್ಲಿ ರುವ ವಿಷಮತೆ (ಅಸ್ಪೃಶ್ಯತೆ) ನಿವಾರಣೆ, ಸಮಾಜದ ಎಲ್ಲ ಬಂಧುಗಳಲ್ಲಿ ಸಾಮರಸ್ಯ ಮೂಡಿಸಲು ಸಂಘ ನಿರಂತರ ಶ್ರಮಿಸುತ್ತಿದೆ. ಸ್ವಾಸ್ಥ್ಯ, ಸುಂದರ, ಸಬಲ ಸಮಾಜ ನಿರ್ಮಾಣವೇ ನಮ್ಮ ಗುರಿ ಎಂದು ರಾಷ್ಟ್ರೀಯ ಸ್ವಯಂಸೇವಕ ಸಂಘದ ಸರಸಂಘಚಾಲಕ ಡಾ. ಮೋಹನ್ ಭಾಗವತ್ ಹೇಳಿದರು. ರಾಷ್ಟ್ರೀಯ ಸ್ವಯಂಸೇವಕ ಸಂಘ (ಆರ್‌ಎಸ್‌ಎಸ್) ಶತಮಾನೋತ್ಸವ ಸಂದರ್ಭದಲ್ಲಿ ಸಮಾಜದ ಎಲ್ಲ ವರ್ಗಗಳನ್ನು ಒಗ್ಗೂಡಿಸುವ ಕೆಲಸ ನಡೆಯುತ್ತಿದೆ. <box>40 1774 194 1933</box>
masthead-rule-left <box>50 110 400 113</box>
